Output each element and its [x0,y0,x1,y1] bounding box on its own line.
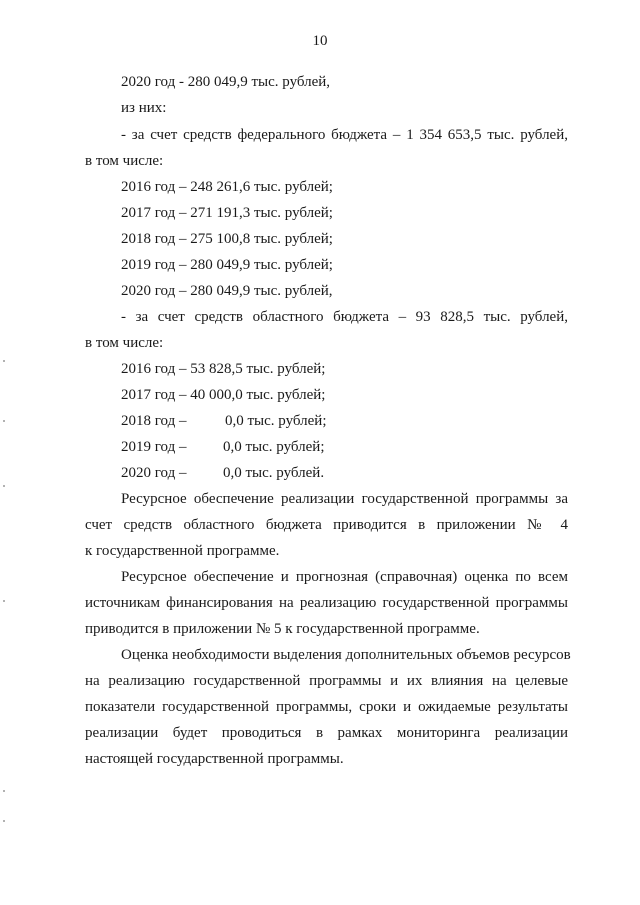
paragraph-3-line-3: показатели государственной программы, сроки и ожидаемые результаты [85,699,568,715]
page-number: 10 [312,33,328,49]
paragraph-2-line-3: приводится в приложении № 5 к государственной программе. [85,621,480,637]
paragraph-3-line-4: реализации будет проводиться в рамках мониторинга реализации [85,725,568,741]
paragraph-3-line-5: настоящей государственной программы. [85,751,344,767]
regional-2019-value: 0,0 тыс. рублей; [223,439,325,455]
regional-2020-year: 2020 год – [121,465,187,481]
scan-edge-mark [3,485,5,487]
budget-line-2020-total: 2020 год - 280 049,9 тыс. рублей, [121,74,331,90]
regional-budget-line: - за счет средств областного бюджета – 93 828,5 тыс. рублей, [121,309,568,325]
regional-2019-year: 2019 год – [121,439,187,455]
including-label: в том числе: [85,153,164,169]
federal-budget-line: - за счет средств федерального бюджета – 1 354 653,5 тыс. рублей, [121,127,568,143]
including-label-2: в том числе: [85,335,164,351]
paragraph-2-line-2: источникам финансирования на реализацию государственной программы [85,595,568,611]
paragraph-3-line-2: на реализацию государственной программы и их влияния на целевые [85,673,568,689]
paragraph-1-line-3: к государственной программе. [85,543,280,559]
regional-2018-year: 2018 год – [121,413,187,429]
regional-2016: 2016 год – 53 828,5 тыс. рублей; [121,361,326,377]
scan-edge-mark [3,360,5,362]
federal-2020: 2020 год – 280 049,9 тыс. рублей, [121,283,333,299]
regional-2017: 2017 год – 40 000,0 тыс. рублей; [121,387,326,403]
scan-edge-mark [3,820,5,822]
regional-2018-value: 0,0 тыс. рублей; [225,413,327,429]
regional-2020 [121,464,324,482]
scan-edge-mark [3,420,5,422]
paragraph-1-line-2: счет средств областного бюджета приводится в приложении № 4 [85,517,568,533]
regional-2018 [121,412,327,430]
from-them-label: из них: [121,100,167,116]
federal-2019: 2019 год – 280 049,9 тыс. рублей; [121,257,333,273]
federal-2018: 2018 год – 275 100,8 тыс. рублей; [121,231,333,247]
paragraph-3-line-1: Оценка необходимости выделения дополнительных объемов ресурсов [121,647,571,663]
scan-edge-mark [3,790,5,792]
paragraph-2-line-1: Ресурсное обеспечение и прогнозная (справочная) оценка по всем [121,569,568,585]
regional-2019 [121,438,325,456]
federal-2017: 2017 год – 271 191,3 тыс. рублей; [121,205,333,221]
paragraph-1-line-1: Ресурсное обеспечение реализации государственной программы за [121,491,568,507]
regional-2020-value: 0,0 тыс. рублей. [223,465,325,481]
federal-2016: 2016 год – 248 261,6 тыс. рублей; [121,179,333,195]
scan-edge-mark [3,600,5,602]
